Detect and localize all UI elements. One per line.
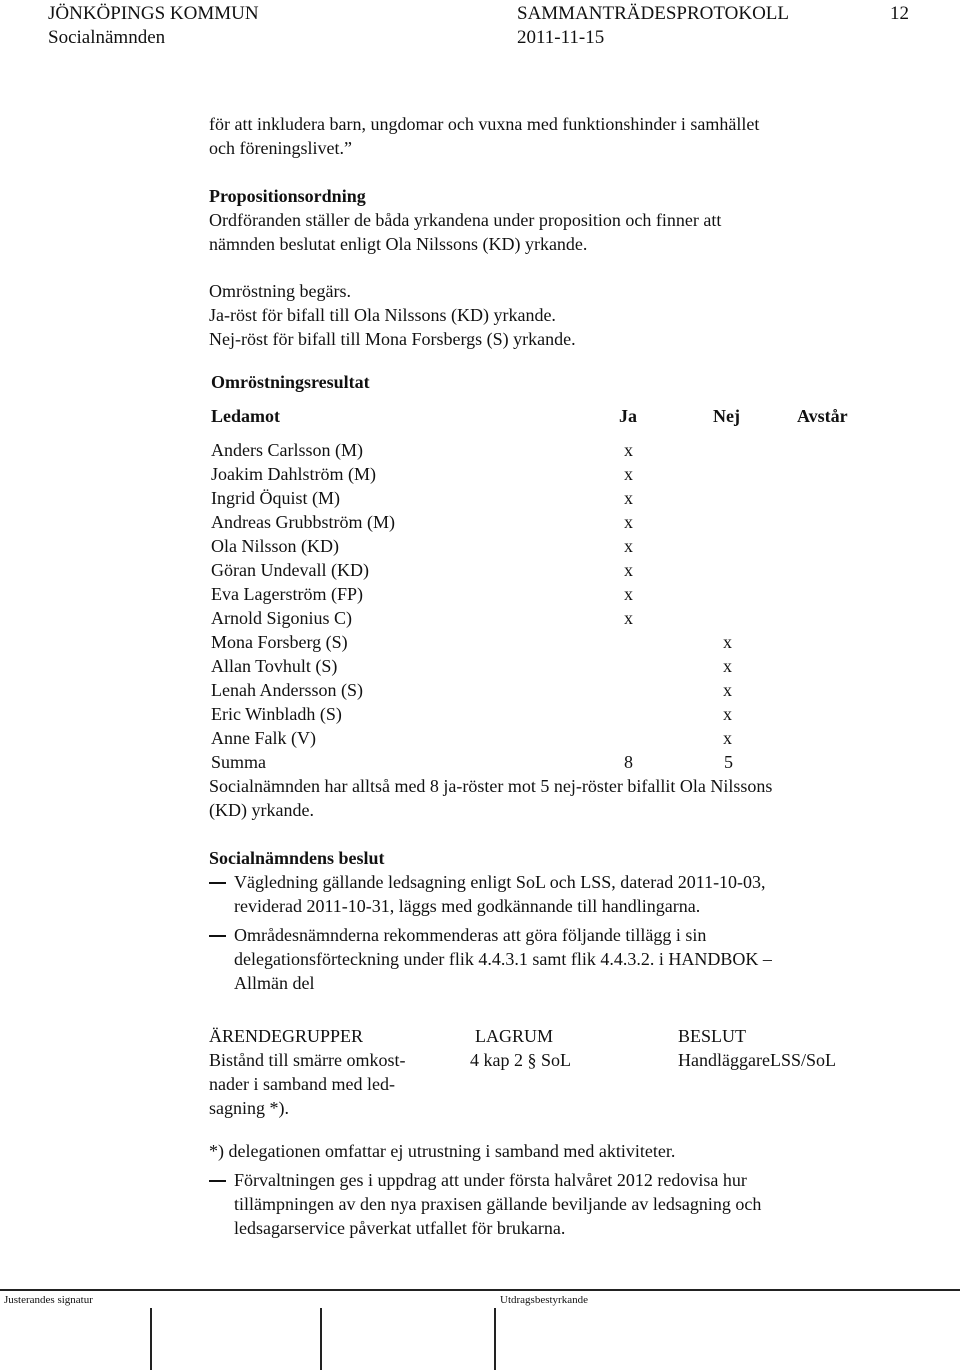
paragraph-line: Nej-röst för bifall till Mona Forsbergs (S) yrkande.	[209, 329, 576, 349]
vote-no-mark: x	[723, 656, 732, 676]
conclusion-line: Socialnämnden har alltså med 8 ja-röster mot 5 nej-röster bifallit Ola Nilssons	[209, 776, 773, 796]
member-name: Arnold Sigonius C)	[211, 608, 353, 628]
section-heading: Propositionsordning	[209, 186, 366, 206]
member-name: Göran Undevall (KD)	[211, 560, 369, 580]
vote-yes-mark: x	[624, 560, 633, 580]
bullet-line: Vägledning gällande ledsagning enligt SoL och LSS, daterad 2011-10-03,	[234, 872, 766, 892]
extract-label: Utdragsbestyrkande	[500, 1294, 588, 1306]
vote-yes-mark: x	[624, 440, 633, 460]
bullet-line: ledsagarservice påverkat utfallet för brukarna.	[234, 1218, 566, 1238]
dash-bullet	[209, 1180, 226, 1182]
bullet-line: reviderad 2011-10-31, läggs med godkännande till handlingarna.	[234, 896, 701, 916]
member-name: Eva Lagerström (FP)	[211, 584, 363, 604]
meeting-date: 2011-11-15	[517, 27, 605, 48]
footnote: *) delegationen omfattar ej utrustning i samband med aktiviteter.	[209, 1141, 676, 1161]
vote-yes-mark: x	[624, 464, 633, 484]
bullet-line: delegationsförteckning under flik 4.4.3.1 samt flik 4.4.3.2. i HANDBOK –	[234, 949, 772, 969]
member-name: Eric Winbladh (S)	[211, 704, 342, 724]
vote-no-mark: x	[723, 728, 732, 748]
intro-line: och föreningslivet.”	[209, 138, 352, 158]
table-cell-group: nader i samband med led-	[209, 1074, 395, 1094]
signature-box-divider	[320, 1308, 322, 1370]
vote-no-mark: x	[723, 632, 732, 652]
summary-no: 5	[724, 752, 733, 772]
member-name: Joakim Dahlström (M)	[211, 464, 376, 484]
summary-label: Summa	[211, 752, 267, 772]
vote-yes-mark: x	[624, 488, 633, 508]
column-header-no: Nej	[713, 406, 740, 426]
member-name: Andreas Grubbström (M)	[211, 512, 395, 532]
member-name: Lenah Andersson (S)	[211, 680, 363, 700]
table-header-groups: ÄRENDEGRUPPER	[209, 1026, 364, 1046]
table-cell-group: sagning *).	[209, 1098, 289, 1118]
bullet-line: Förvaltningen ges i uppdrag att under första halvåret 2012 redovisa hur	[234, 1170, 747, 1190]
vote-yes-mark: x	[624, 512, 633, 532]
column-header-member: Ledamot	[211, 406, 280, 426]
conclusion-line: (KD) yrkande.	[209, 800, 314, 820]
member-name: Anne Falk (V)	[211, 728, 316, 748]
summary-yes: 8	[624, 752, 633, 772]
member-name: Mona Forsberg (S)	[211, 632, 348, 652]
vote-yes-mark: x	[624, 536, 633, 556]
intro-line: för att inkludera barn, ungdomar och vuxna med funktionshinder i samhället	[209, 114, 760, 134]
member-name: Ingrid Öquist (M)	[211, 488, 340, 508]
dash-bullet	[209, 882, 226, 884]
bullet-line: tillämpningen av den nya praxisen gällande beviljande av ledsagning och	[234, 1194, 762, 1214]
signature-box-divider	[150, 1308, 152, 1370]
municipality-name: JÖNKÖPINGS KOMMUN	[48, 3, 259, 24]
table-cell-group: Bistånd till smärre omkost-	[209, 1050, 406, 1070]
signature-label: Justerandes signatur	[4, 1294, 93, 1306]
paragraph-line: nämnden beslutat enligt Ola Nilssons (KD) yrkande.	[209, 234, 588, 254]
vote-no-mark: x	[723, 704, 732, 724]
dash-bullet	[209, 935, 226, 937]
table-header-law: LAGRUM	[475, 1026, 554, 1046]
table-header-decision: BESLUT	[678, 1026, 747, 1046]
paragraph-line: Ordföranden ställer de båda yrkandena under proposition och finner att	[209, 210, 722, 230]
column-header-abstain: Avstår	[797, 406, 848, 426]
vote-yes-mark: x	[624, 608, 633, 628]
bullet-line: Allmän del	[234, 973, 315, 993]
member-name: Anders Carlsson (M)	[211, 440, 363, 460]
footer-divider	[0, 1289, 960, 1291]
table-cell-decision: HandläggareLSS/SoL	[678, 1050, 836, 1070]
paragraph-line: Omröstning begärs.	[209, 281, 351, 301]
section-heading: Omröstningsresultat	[211, 372, 370, 392]
column-header-yes: Ja	[619, 406, 637, 426]
paragraph-line: Ja-röst för bifall till Ola Nilssons (KD) yrkande.	[209, 305, 556, 325]
vote-no-mark: x	[723, 680, 732, 700]
signature-box-divider	[494, 1308, 496, 1370]
member-name: Allan Tovhult (S)	[211, 656, 338, 676]
page-number: 12	[890, 3, 909, 24]
table-cell-law: 4 kap 2 § SoL	[470, 1050, 571, 1070]
section-heading: Socialnämndens beslut	[209, 848, 385, 868]
document-type: SAMMANTRÄDESPROTOKOLL	[517, 3, 790, 24]
member-name: Ola Nilsson (KD)	[211, 536, 339, 556]
bullet-line: Områdesnämnderna rekommenderas att göra följande tillägg i sin	[234, 925, 707, 945]
vote-yes-mark: x	[624, 584, 633, 604]
committee-name: Socialnämnden	[48, 27, 166, 48]
